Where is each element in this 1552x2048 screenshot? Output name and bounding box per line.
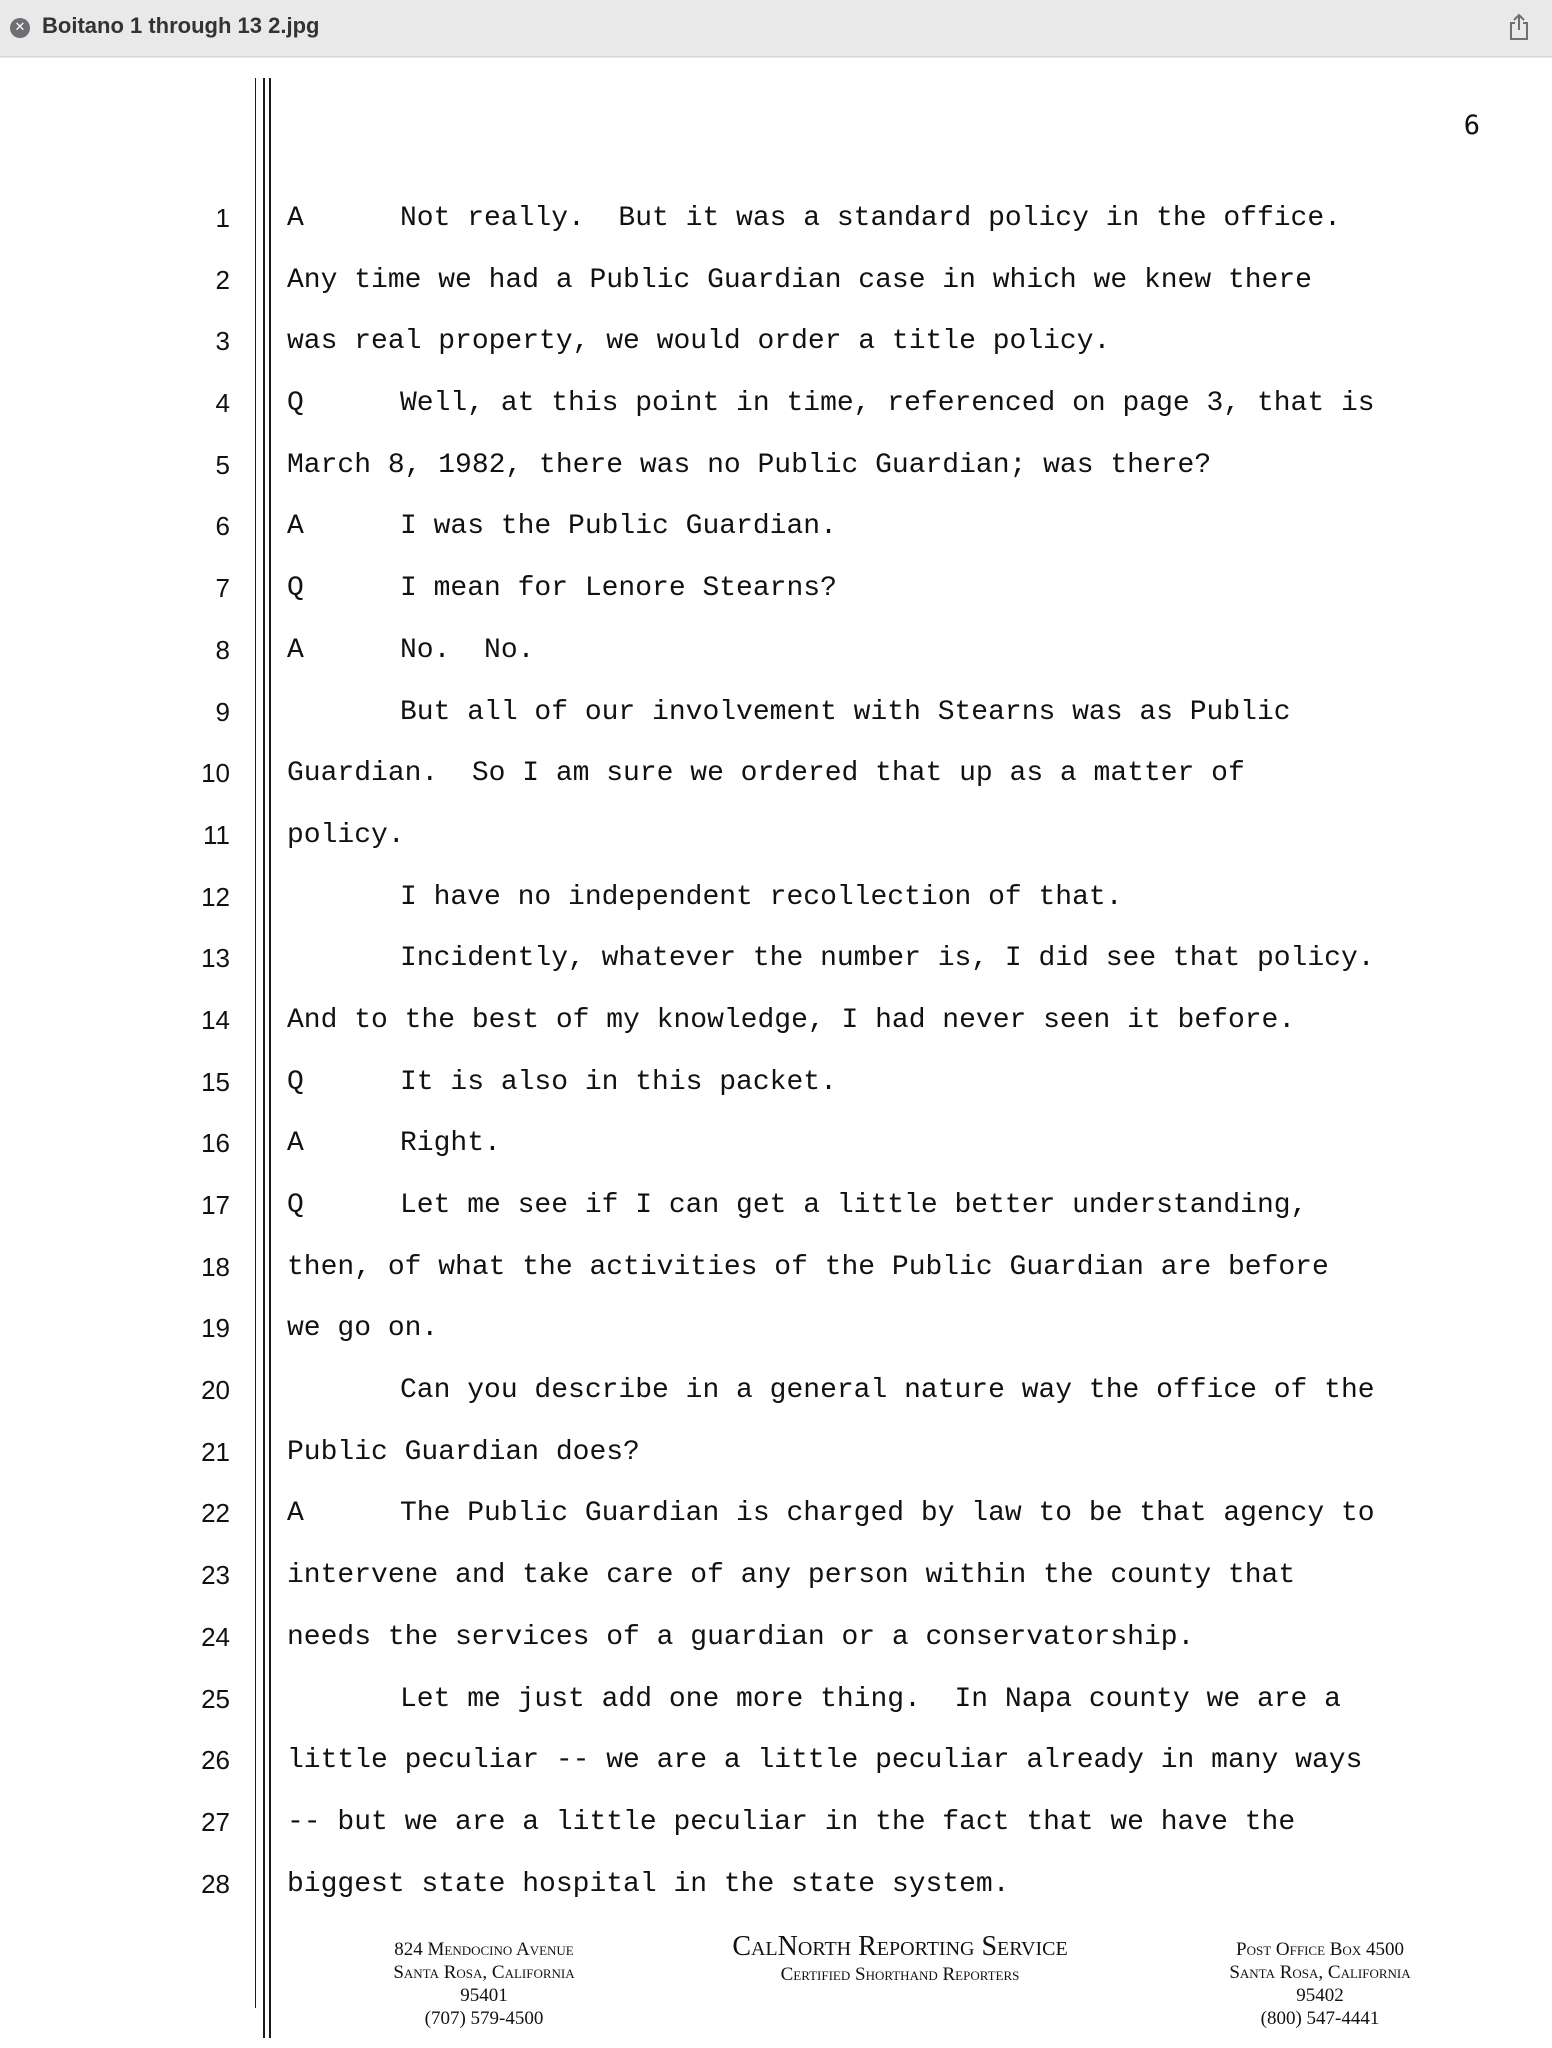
footer-address-left	[364, 1938, 604, 2030]
line-number: 1	[215, 203, 230, 233]
speaker-label: A	[287, 1498, 304, 1530]
speaker-label: Q	[287, 388, 304, 420]
transcript-line	[287, 1730, 1537, 1792]
line-number: 22	[201, 1498, 230, 1529]
transcript-line	[287, 1360, 1537, 1422]
line-text: It is also in this packet.	[400, 1066, 837, 1098]
line-text: I was the Public Guardian.	[400, 511, 837, 543]
line-number: 8	[215, 634, 230, 665]
transcript-line	[287, 558, 1537, 620]
speaker-label: A	[287, 203, 304, 234]
window-titlebar	[0, 0, 1552, 57]
line-text: March 8, 1982, there was no Public Guardian; was there?	[287, 449, 1212, 481]
line-number: 13	[201, 943, 230, 974]
line-number: 6	[215, 511, 230, 542]
line-number: 16	[201, 1128, 230, 1159]
line-text: then, of what the activities of the Public Guardian are before	[287, 1251, 1329, 1283]
line-number: 9	[215, 696, 230, 727]
document-page	[0, 58, 1552, 2048]
transcript-line	[287, 1792, 1537, 1854]
transcript-line	[287, 373, 1537, 435]
line-text: intervene and take care of any person within the county that	[287, 1560, 1296, 1592]
line-number: 2	[215, 264, 230, 295]
speaker-label: A	[287, 1128, 304, 1160]
footer-company-name: CalNorth Reporting Service	[732, 1931, 1068, 1962]
line-number: 12	[201, 881, 230, 912]
speaker-label: A	[287, 511, 304, 543]
line-text: Any time we had a Public Guardian case in which we knew there	[287, 264, 1312, 296]
transcript-line	[287, 1854, 1537, 1916]
line-text: But all of our involvement with Stearns was as Public	[400, 696, 1291, 728]
line-number: 15	[201, 1066, 230, 1097]
transcript-line	[287, 928, 1537, 990]
line-text: Public Guardian does?	[287, 1436, 640, 1468]
line-text: Guardian. So I am sure we ordered that up as a matter of	[287, 758, 1245, 790]
line-number: 28	[201, 1868, 230, 1899]
footer-left-city: Santa Rosa, California	[393, 1962, 575, 1983]
line-text: little peculiar -- we are a little peculiar already in many ways	[287, 1745, 1363, 1777]
page-footer	[0, 1931, 1552, 2048]
line-number: 18	[201, 1251, 230, 1282]
transcript-line	[287, 1607, 1537, 1669]
line-number: 5	[215, 449, 230, 480]
footer-right-zip: 95402	[1296, 1985, 1344, 2006]
line-number: 27	[201, 1806, 230, 1837]
line-text: And to the best of my knowledge, I had never seen it before.	[287, 1004, 1296, 1036]
line-number: 20	[201, 1375, 230, 1406]
transcript-line	[287, 867, 1537, 929]
footer-company-block	[690, 1930, 1110, 1986]
footer-left-zip: 95401	[460, 1985, 508, 2006]
transcript-body	[287, 188, 1537, 1915]
transcript-line	[287, 188, 1537, 250]
line-number: 3	[215, 326, 230, 357]
footer-right-phone: (800) 547-4441	[1260, 2008, 1380, 2029]
transcript-line	[287, 1483, 1537, 1545]
line-number: 24	[201, 1621, 230, 1652]
transcript-line	[287, 620, 1537, 682]
margin-rule-left	[263, 78, 265, 2038]
line-text: needs the services of a guardian or a conservatorship.	[287, 1621, 1195, 1653]
line-text: Let me see if I can get a little better understanding,	[400, 1190, 1308, 1221]
transcript-line	[287, 1052, 1537, 1114]
line-text: Let me just add one more thing. In Napa county we are a	[400, 1683, 1341, 1715]
close-icon[interactable]: ✕	[10, 18, 30, 38]
line-text: we go on.	[287, 1313, 439, 1345]
speaker-label: A	[287, 634, 304, 666]
transcript-line	[287, 1545, 1537, 1607]
line-text: I mean for Lenore Stearns?	[400, 573, 837, 605]
transcript-line	[287, 1298, 1537, 1360]
line-text: Not really. But it was a standard policy in the office.	[400, 203, 1341, 234]
speaker-label: Q	[287, 1066, 304, 1098]
transcript-line	[287, 805, 1537, 867]
line-text: Can you describe in a general nature way the office of the	[400, 1375, 1375, 1407]
line-number: 19	[201, 1313, 230, 1344]
line-text: was real property, we would order a title policy.	[287, 326, 1111, 358]
window-title: Boitano 1 through 13 2.jpg	[42, 13, 320, 38]
line-text: -- but we are a little peculiar in the fact that we have the	[287, 1806, 1296, 1838]
line-number: 17	[201, 1190, 230, 1220]
line-text: I have no independent recollection of that.	[400, 881, 1123, 913]
line-number: 4	[215, 388, 230, 419]
transcript-line	[287, 682, 1537, 744]
speaker-label: Q	[287, 573, 304, 605]
line-text: Well, at this point in time, referenced on page 3, that is	[400, 388, 1375, 420]
footer-right-box: Post Office Box 4500	[1236, 1939, 1404, 1960]
line-text: policy.	[287, 819, 405, 851]
transcript-line	[287, 990, 1537, 1052]
line-number: 21	[201, 1436, 230, 1467]
transcript-line	[287, 1422, 1537, 1484]
line-number-column	[150, 188, 230, 1915]
line-number: 26	[201, 1745, 230, 1776]
footer-address-right	[1190, 1938, 1450, 2030]
line-number: 23	[201, 1560, 230, 1591]
line-text: Incidently, whatever the number is, I did see that policy.	[400, 943, 1375, 975]
transcript-line	[287, 1669, 1537, 1731]
line-number: 25	[201, 1683, 230, 1714]
transcript-line	[287, 250, 1537, 312]
transcript-line	[287, 311, 1537, 373]
speaker-label: Q	[287, 1190, 304, 1221]
line-number: 14	[201, 1004, 230, 1035]
footer-company-tagline: Certified Shorthand Reporters	[780, 1964, 1020, 1985]
transcript-line	[287, 1237, 1537, 1299]
line-text: No. No.	[400, 634, 535, 666]
margin-rule-right	[269, 78, 271, 2038]
footer-left-street: 824 Mendocino Avenue	[394, 1939, 574, 1960]
transcript-line	[287, 743, 1537, 805]
line-text: The Public Guardian is charged by law to be that agency to	[400, 1498, 1375, 1530]
line-number: 11	[203, 819, 230, 850]
footer-right-city: Santa Rosa, California	[1229, 1962, 1411, 1983]
transcript-line	[287, 496, 1537, 558]
transcript-line	[287, 1113, 1537, 1175]
share-icon[interactable]	[1506, 12, 1532, 42]
line-text: biggest state hospital in the state system.	[287, 1868, 1010, 1900]
page-number: 6	[1463, 110, 1480, 141]
transcript-line	[287, 1175, 1537, 1237]
transcript-line	[287, 435, 1537, 497]
line-number: 7	[215, 573, 230, 604]
footer-left-phone: (707) 579-4500	[424, 2008, 544, 2029]
margin-rule-outer	[255, 78, 256, 2008]
line-number: 10	[201, 758, 230, 789]
line-text: Right.	[400, 1128, 501, 1160]
